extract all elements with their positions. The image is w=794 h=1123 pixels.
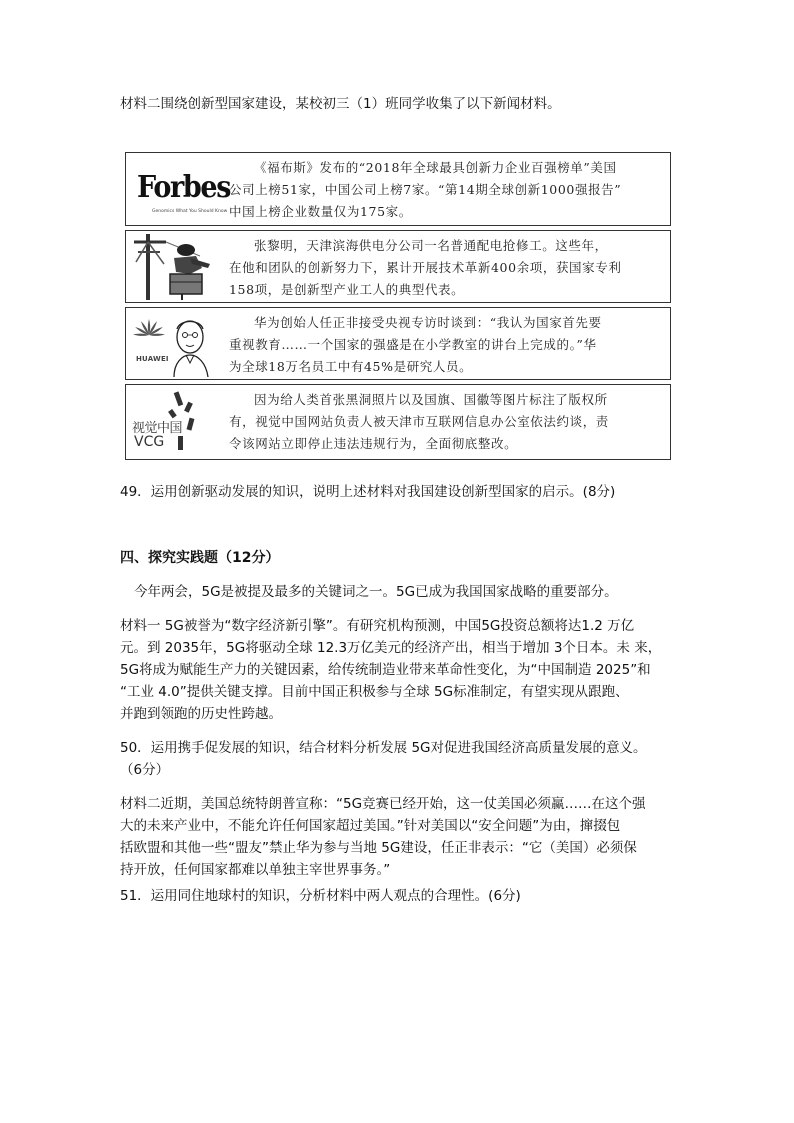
news-item-vcg xyxy=(125,384,671,460)
forbes-logo: Forbes Genomics What You Should Know xyxy=(137,170,231,214)
news-materials-table xyxy=(125,152,671,460)
news-text-zhang-liming: 张黎明，天津滨海供电分公司一名普通配电抢修工。这些年， 在他和团队的创新努力下，累计开展技术革新400余项，获国家专利 158项，是创新型产业工人的典型代表。 xyxy=(229,238,622,297)
news-item-huawei xyxy=(125,307,671,380)
question-51: 51．运用同住地球村的知识，分析材料中两人观点的合理性。(6分) xyxy=(120,888,521,904)
question-49: 49．运用创新驱动发展的知识，说明上述材料对我国建设创新型国家的启示。(8分) xyxy=(120,484,616,500)
news-item-forbes xyxy=(125,152,671,226)
news-text-vcg: 因为给人类首张黑洞照片以及国旗、国徽等图片标注了版权所 有，视觉中国网站负责人被天津市互联网信息办公室依法约谈，责 令该网站立即停止违法违规行为，全面彻底整改。 xyxy=(229,392,609,451)
news-text-huawei: 华为创始人任正非接受央视专访时谈到：“我认为国家首先要 重视教育……一个国家的强盛是在小学教室的讲台上完成的。”华 为全球18万名员工中有45%是研究人员。 xyxy=(229,315,602,374)
news-text-forbes: 《福布斯》发布的“2018年全球最具创新力企业百强榜单”美国 公司上榜51家，中国公司上榜7家。“第14期全球创新1000强报告” 中国上榜企业数量仅为175家。 xyxy=(229,160,622,219)
vcg-logo: 视觉中国 VCG xyxy=(130,388,212,454)
section-4-intro: 今年两会，5G是被提及最多的关键词之一。5G已成为我国国家战略的重要部分。 xyxy=(134,584,618,600)
material-two-intro: 材料二围绕创新型国家建设，某校初三（1）班同学收集了以下新闻材料。 xyxy=(120,96,561,112)
section-4-heading: 四、探究实践题（12分） xyxy=(120,550,280,566)
electrician-repair-image xyxy=(130,234,212,300)
news-item-zhang-liming xyxy=(125,230,671,303)
huawei-logo-portrait: HUAWEI xyxy=(130,311,212,377)
